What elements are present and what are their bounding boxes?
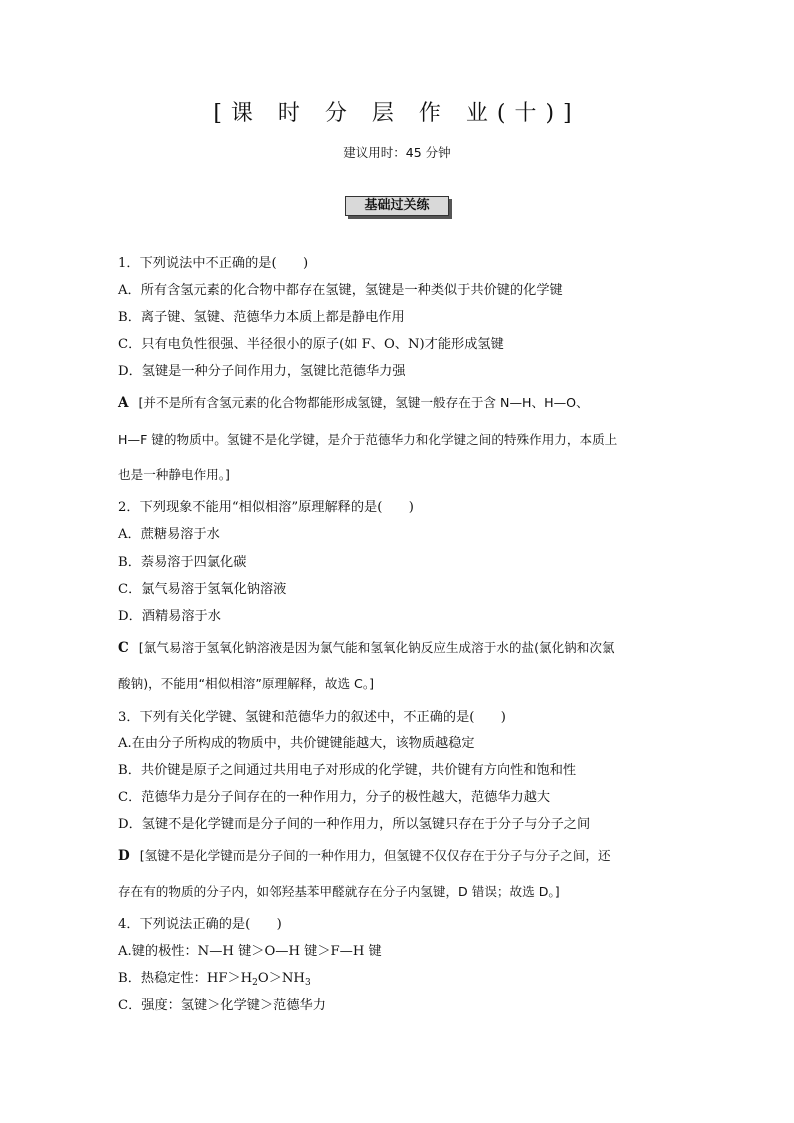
q2-option-d: D．酒精易溶于水	[118, 609, 221, 624]
q3-answer-text: [氢键不是化学键而是分子间的一种作用力，但氢键不仅仅存在于分子与分子之间，还	[139, 848, 611, 863]
q2-option-c: C．氯气易溶于氢氧化钠溶液	[118, 582, 287, 597]
q3-answer-line2: 存在有的物质的分子内，如邻羟基苯甲醛就存在分子内氢键，D 错误；故选 D。]	[118, 884, 560, 899]
q2-answer-line	[118, 637, 615, 656]
q1-answer-line	[118, 392, 589, 411]
q3-option-b: B．共价键是原子之间通过共用电子对形成的化学键，共价键有方向性和饱和性	[118, 763, 577, 778]
time-hint: 建议用时：45 分钟	[343, 145, 451, 160]
q1-answer-line2: H—F 键的物质中。氢键不是化学键，是介于范德华力和化学键之间的特殊作用力，本质上	[118, 432, 618, 447]
q2-option-a: A．蔗糖易溶于水	[118, 527, 220, 542]
q4-option-b	[118, 967, 311, 986]
q4-option-a: A.键的极性：N—H 键＞O—H 键＞F—H 键	[118, 944, 382, 959]
q3-option-c: C．范德华力是分子间存在的一种作用力，分子的极性越大，范德华力越大	[118, 790, 551, 805]
q2-answer-letter: C	[118, 640, 129, 656]
q4-option-b-sub2: 3	[304, 978, 311, 988]
q2-answer-text: [氯气易溶于氢氧化钠溶液是因为氯气能和氢氧化钠反应生成溶于水的盐(氯化钠和次氯	[138, 640, 615, 655]
q2-stem: 2．下列现象不能用“相似相溶”原理解释的是( )	[118, 500, 414, 515]
q4-option-b-mid: O＞NH	[257, 971, 305, 986]
q1-option-c: C．只有电负性很强、半径很小的原子(如 F、O、N)才能形成氢键	[118, 337, 504, 352]
q1-option-b: B．离子键、氢键、范德华力本质上都是静电作用	[118, 310, 405, 325]
q4-option-c: C．强度：氢键＞化学键＞范德华力	[118, 998, 326, 1013]
q1-option-a: A．所有含氢元素的化合物中都存在氢键，氢键是一种类似于共价键的化学键	[118, 283, 563, 298]
q3-option-d: D．氢键不是化学键而是分子间的一种作用力，所以氢键只存在于分子与分子之间	[118, 817, 591, 832]
q1-stem: 1．下列说法中不正确的是( )	[118, 256, 309, 271]
page-title: [课 时 分 层 作 业(十)]	[213, 101, 581, 126]
q1-answer-line3: 也是一种静电作用。]	[118, 467, 230, 482]
q1-option-d: D．氢键是一种分子间作用力，氢键比范德华力强	[118, 364, 406, 379]
q4-option-b-prefix: B．热稳定性：HF＞H	[118, 971, 253, 986]
section-label: 基础过关练	[345, 196, 449, 216]
q3-answer-letter: D	[118, 848, 130, 864]
q2-option-b: B．萘易溶于四氯化碳	[118, 555, 247, 570]
q4-stem: 4．下列说法正确的是( )	[118, 917, 282, 932]
q1-answer-letter: A	[118, 395, 129, 411]
q2-answer-line2: 酸钠)，不能用“相似相溶”原理解释，故选 C。]	[118, 676, 375, 691]
q3-stem: 3．下列有关化学键、氢键和范德华力的叙述中，不正确的是( )	[118, 710, 506, 725]
q4-option-b-sub1: 2	[252, 978, 258, 988]
q3-answer-line	[118, 845, 611, 864]
q3-option-a: A.在由分子所构成的物质中，共价键键能越大，该物质越稳定	[118, 736, 475, 751]
q1-answer-text: [并不是所有含氢元素的化合物都能形成氢键，氢键一般存在于含 N—H、H—O、	[138, 395, 589, 410]
